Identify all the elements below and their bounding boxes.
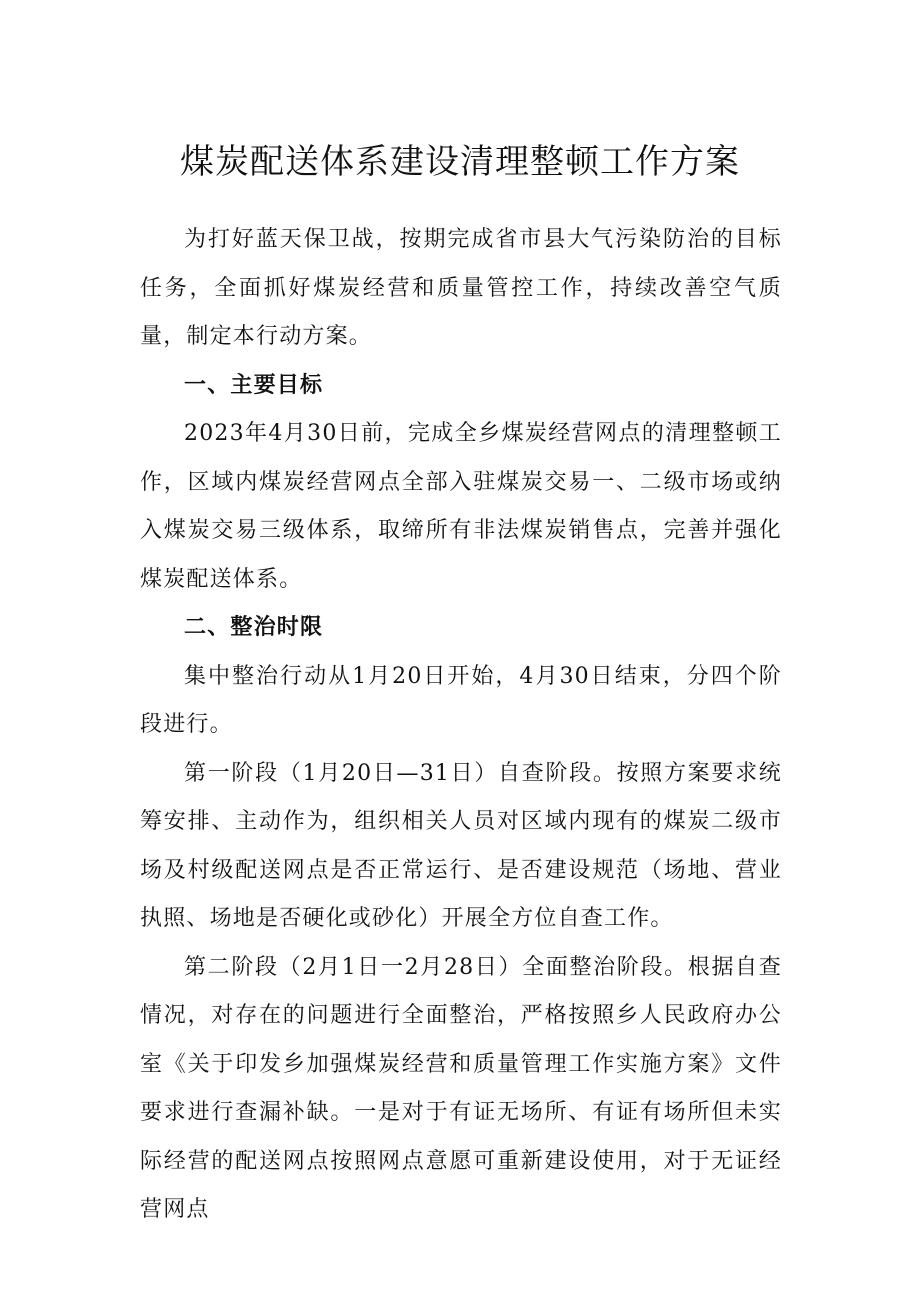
section-heading-goals: 一、主要目标 <box>184 372 324 398</box>
document-body <box>140 216 782 1235</box>
timeline-paragraph: 集中整治行动从1月20日开始，4月30日结束，分四个阶段进行。 <box>140 663 782 737</box>
document-title: 煤炭配送体系建设清理整顿工作方案 <box>180 142 740 182</box>
intro-paragraph: 为打好蓝天保卫战，按期完成省市县大气污染防治的目标任务，全面抓好煤炭经营和质量管控工作，持续改善空气质量，制定本行动方案。 <box>140 227 782 349</box>
goals-paragraph: 2023年4月30日前，完成全乡煤炭经营网点的清理整顿工作，区域内煤炭经营网点全部入驻煤炭交易一、二级市场或纳入煤炭交易三级体系，取缔所有非法煤炭销售点，完善并强化煤炭配送体系。 <box>140 421 782 592</box>
phase-one-paragraph: 第一阶段（1月20日—31日）自查阶段。按照方案要求统筹安排、主动作为，组织相关人员对区域内现有的煤炭二级市场及村级配送网点是否正常运行、是否建设规范（场地、营业执照、场地是否硬化或砂化）开展全方位自查工作。 <box>140 760 782 931</box>
section-heading-timeline: 二、整治时限 <box>184 615 324 640</box>
phase-two-paragraph: 第二阶段（2月1日一2月28日）全面整治阶段。根据自查情况，对存在的问题进行全面整治，严格按照乡人民政府办公室《关于印发乡加强煤炭经营和质量管理工作实施方案》文件要求进行查漏补缺。一是对于有证无场所、有证有场所但未实际经营的配送网点按照网点意愿可重新建设使用，对于无证经营网点 <box>140 954 782 1222</box>
